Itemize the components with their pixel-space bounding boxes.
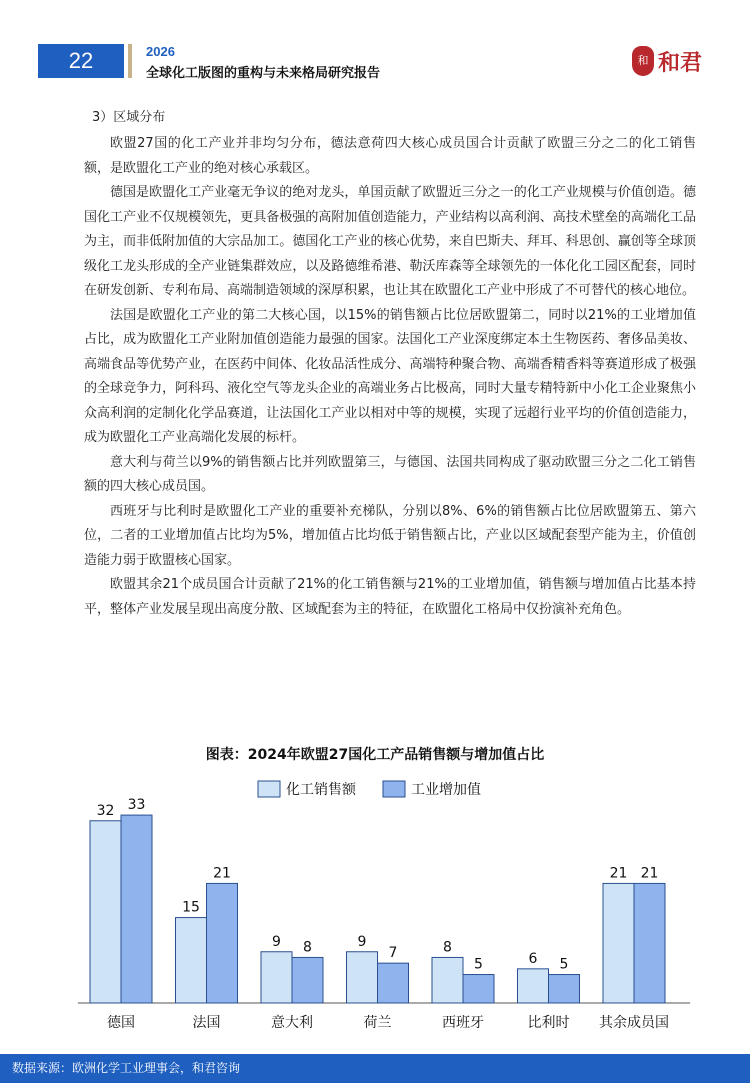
bar — [549, 975, 580, 1003]
bar — [261, 952, 292, 1003]
bar — [463, 975, 494, 1003]
bar — [378, 963, 409, 1003]
logo-text: 和君 — [658, 51, 703, 76]
bar — [207, 883, 238, 1003]
x-tick-label: 西班牙 — [442, 1015, 484, 1031]
data-source: 数据来源：欧洲化学工业理事会，和君咨询 — [12, 1061, 241, 1075]
legend-label: 化工销售额 — [286, 782, 356, 798]
section-heading: 3）区域分布 — [92, 110, 166, 125]
bar-value-label: 7 — [388, 945, 398, 962]
bar-value-label: 15 — [182, 899, 200, 916]
bar-value-label: 21 — [213, 865, 231, 882]
page-number: 22 — [38, 44, 124, 78]
bar-value-label: 21 — [609, 865, 628, 882]
page-header — [0, 0, 750, 110]
bar — [634, 883, 665, 1003]
paragraph: 西班牙与比利时是欧盟化工产业的重要补充梯队，分别以8%、6%的销售额占比位居欧盟第五、第六位，二者的工业增加值占比均为5%，增加值占比均低于销售额占比，产业以区域配套型产能为主，价值创造能力弱于欧盟核心国家。 — [84, 503, 696, 568]
bar — [90, 821, 121, 1003]
bar-value-label: 9 — [357, 933, 367, 950]
report-title: 全球化工版图的重构与未来格局研究报告 — [146, 66, 381, 81]
bar-value-label: 21 — [640, 865, 659, 882]
paragraph: 法国是欧盟化工产业的第二大核心国，以15%的销售额占比位居欧盟第二，同时以21%的工业增加值占比，成为欧盟化工产业附加值创造能力最强的国家。法国化工产业深度绑定本土生物医药、奢侈品美妆、高端食品等优势产业，在医药中间体、化妆品活性成分、高端特种聚合物、高端香精香料等赛道形成了极强的全球竞争力，阿科玛、液化空气等龙头企业的高端业务占比极高，同时大量专精特新中小化工企业聚焦小众高利润的定制化化学品赛道，让法国化工产业以相对中等的规模，实现了远超行业平均的价值创造能力，成为欧盟化工产业高端化发展的标杆。 — [84, 307, 696, 445]
bar — [432, 957, 463, 1003]
paragraph: 欧盟27国的化工产业并非均匀分布，德法意荷四大核心成员国合计贡献了欧盟三分之二的化工销售额，是欧盟化工产业的绝对核心承载区。 — [84, 136, 696, 176]
bar-value-label: 9 — [272, 933, 281, 950]
body-text — [84, 104, 696, 622]
bar-value-label: 8 — [303, 939, 312, 956]
chart-title: 图表：2024年欧盟27国化工产品销售额与增加值占比 — [205, 747, 545, 763]
x-tick-label: 荷兰 — [363, 1015, 392, 1031]
paragraph: 德国是欧盟化工产业毫无争议的绝对龙头，单国贡献了欧盟近三分之一的化工产业规模与价值创造。德国化工产业不仅规模领先，更具备极强的高附加值创造能力，产业结构以高利润、高技术壁垒的高端化工品为主，而非低附加值的大宗品加工。德国化工产业的核心优势，来自巴斯夫、拜耳、科思创、赢创等全球顶级化工龙头形成的全产业链集群效应，以及路德维希港、勒沃库森等全球领先的一体化化工园区配套，同时在研发创新、专利布局、高端制造领域的深厚积累，也让其在欧盟化工产业中形成了不可替代的核心地位。 — [84, 185, 696, 298]
x-tick-label: 意大利 — [271, 1015, 313, 1031]
brand-logo — [632, 44, 722, 78]
report-year: 2026 — [146, 44, 175, 59]
logo-seal-icon: 和 — [632, 46, 654, 76]
bar — [518, 969, 549, 1003]
bar-value-label: 33 — [127, 797, 146, 814]
bar-chart — [0, 770, 750, 1050]
bar-value-label: 32 — [96, 802, 115, 819]
bar-value-label: 8 — [443, 939, 452, 956]
bar-value-label: 5 — [474, 956, 483, 973]
bar-value-label: 6 — [528, 950, 538, 967]
paragraph: 意大利与荷兰以9%的销售额占比并列欧盟第三，与德国、法国共同构成了驱动欧盟三分之二化工销售额的四大核心成员国。 — [84, 454, 696, 494]
bar — [603, 883, 634, 1003]
paragraph: 欧盟其余21个成员国合计贡献了21%的化工销售额与21%的工业增加值，销售额与增加值占比基本持平，整体产业发展呈现出高度分散、区域配套为主的特征，在欧盟化工格局中仅扮演补充角色。 — [84, 577, 696, 617]
page-footer — [0, 1054, 750, 1083]
bar — [292, 957, 323, 1003]
header-divider — [128, 44, 132, 78]
x-tick-label: 其余成员国 — [599, 1015, 669, 1031]
bar — [347, 952, 378, 1003]
legend-label: 工业增加值 — [411, 782, 481, 798]
legend-swatch — [383, 781, 405, 797]
bar — [121, 815, 152, 1003]
x-tick-label: 法国 — [192, 1015, 221, 1031]
legend-swatch — [258, 781, 280, 797]
x-tick-label: 比利时 — [527, 1015, 570, 1031]
bar — [176, 918, 207, 1003]
x-tick-label: 德国 — [107, 1015, 135, 1031]
bar-value-label: 5 — [559, 956, 569, 973]
